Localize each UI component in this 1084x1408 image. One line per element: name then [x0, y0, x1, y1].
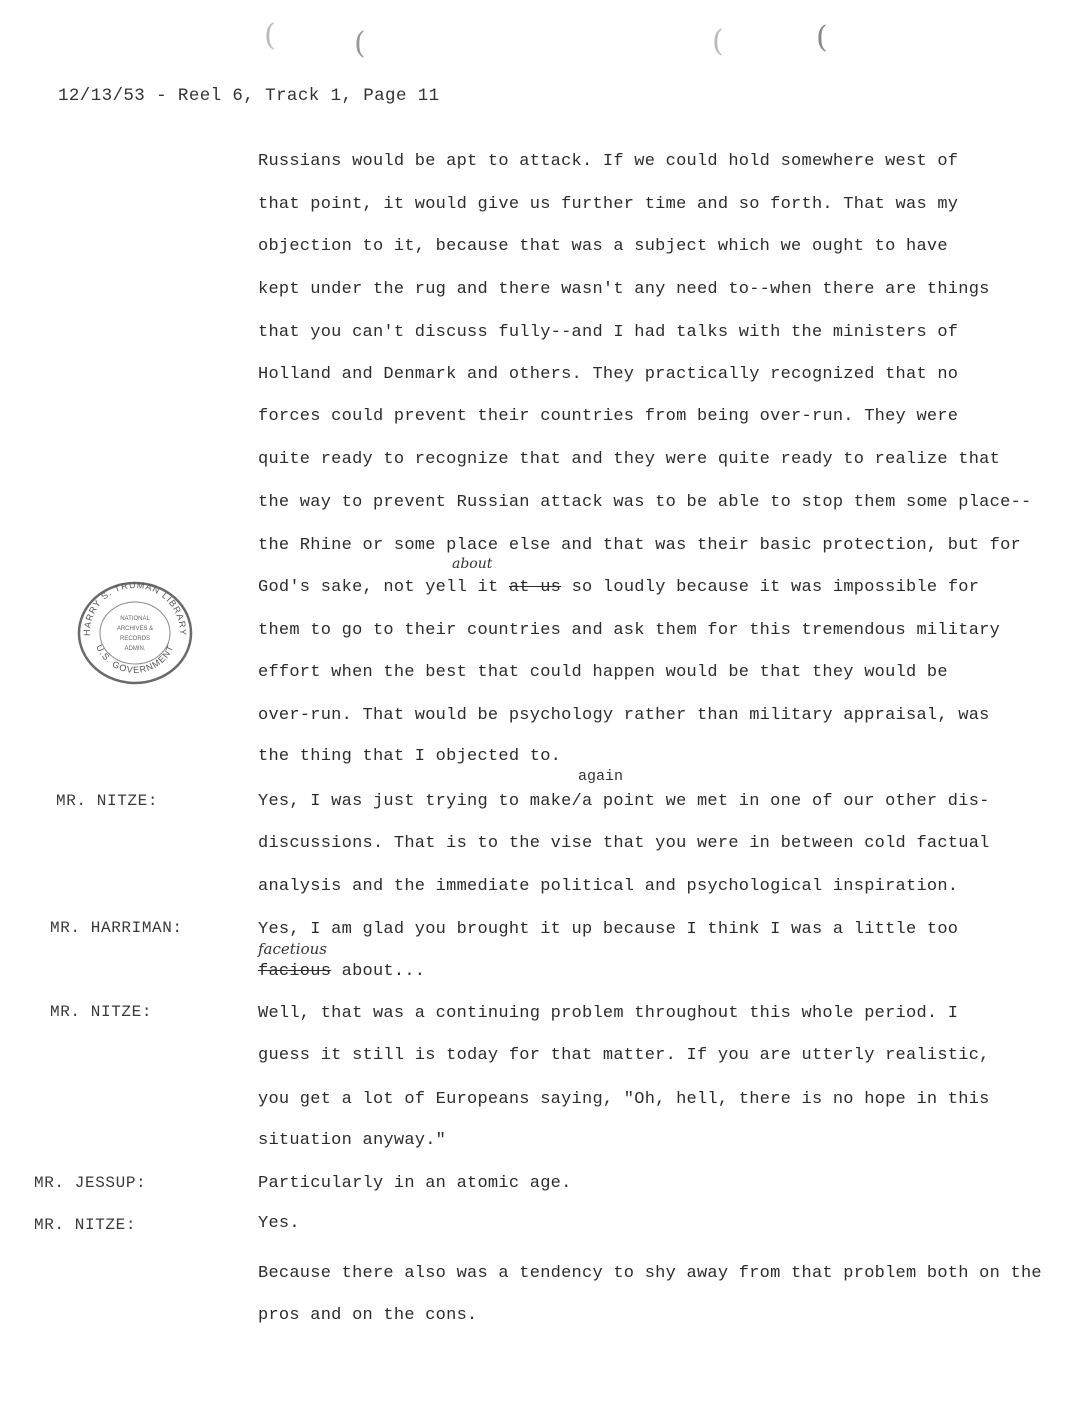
transcript-line: analysis and the immediate political and psychological inspiration. — [258, 877, 959, 896]
transcript-line: objection to it, because that was a subject which we ought to have — [258, 237, 948, 256]
hole-punch-mark: ( — [354, 26, 366, 61]
transcript-line: the Rhine or some place else and that was their basic protection, but for — [258, 536, 1021, 555]
page-header: 12/13/53 - Reel 6, Track 1, Page 11 — [58, 86, 440, 106]
transcript-line: Yes. — [258, 1214, 300, 1233]
transcript-line: Well, that was a continuing problem throughout this whole period. I — [258, 1004, 959, 1023]
transcript-line: effort when the best that could happen would be that they would be — [258, 663, 948, 682]
transcript-line: situation anyway." — [258, 1131, 447, 1150]
text-segment: so loudly because it was impossible for — [561, 578, 980, 597]
stamp-center-line: RECORDS — [119, 636, 151, 642]
transcript-line: Yes, I am glad you brought it up because I think I was a little too — [258, 920, 959, 939]
speaker-label: MR. JESSUP: — [34, 1174, 147, 1192]
struck-text: facious — [258, 962, 332, 981]
text-segment: it — [467, 578, 509, 597]
transcript-line: kept under the rug and there wasn't any need to--when there are things — [258, 280, 990, 299]
transcript-line: Particularly in an atomic age. — [258, 1174, 572, 1193]
transcript-line: them to go to their countries and ask them for this tremendous military — [258, 621, 1001, 640]
transcript-line-edited — [258, 962, 425, 981]
transcript-line: guess it still is today for that matter. If you are utterly realistic, — [258, 1046, 990, 1065]
transcript-line: the way to prevent Russian attack was to be able to stop them some place-- — [258, 493, 1032, 512]
speaker-label: MR. NITZE: — [34, 1216, 137, 1234]
stamp-top-text: HARRY S. TRUMAN LIBRARY — [81, 580, 189, 637]
stamp-center-line: NATIONAL — [120, 616, 150, 622]
transcript-line: Because there also was a tendency to shy away from that problem both on the — [258, 1264, 1042, 1283]
stamp-bottom-text: U.S. GOVERNMENT — [94, 643, 176, 675]
speaker-label: MR. HARRIMAN: — [50, 919, 183, 937]
transcript-line: that point, it would give us further time and so forth. That was my — [258, 195, 959, 214]
typed-insert-again: again — [578, 768, 624, 785]
transcript-line: Yes, I was just trying to make/a point we met in one of our other dis- — [258, 792, 990, 811]
handwritten-insert-about: about — [452, 556, 493, 572]
text-segment: about... — [331, 962, 426, 981]
transcript-line: you get a lot of Europeans saying, "Oh, hell, there is no hope in this — [258, 1090, 990, 1109]
hole-punch-mark: ( — [264, 18, 276, 53]
transcript-line: that you can't discuss fully--and I had talks with the ministers of — [258, 323, 959, 342]
transcript-line: the thing that I objected to. — [258, 747, 562, 766]
transcript-line: over-run. That would be psychology rather than military appraisal, was — [258, 706, 990, 725]
transcript-line-edited — [258, 578, 979, 597]
archive-stamp — [76, 580, 194, 686]
struck-text: at us — [508, 578, 562, 597]
stamp-center-line: ARCHIVES & — [116, 626, 154, 632]
speaker-label: MR. NITZE: — [50, 1003, 153, 1021]
transcript-line: Russians would be apt to attack. If we could hold somewhere west of — [258, 152, 959, 171]
speaker-label: MR. NITZE: — [56, 792, 159, 810]
transcript-line: Holland and Denmark and others. They practically recognized that no — [258, 365, 959, 384]
transcript-line: discussions. That is to the vise that you were in between cold factual — [258, 834, 990, 853]
text-segment: God's sake, not yell — [258, 578, 468, 597]
handwritten-insert-facetious: facetious — [258, 940, 327, 958]
transcript-line: pros and on the cons. — [258, 1306, 478, 1325]
transcript-line: quite ready to recognize that and they were quite ready to realize that — [258, 450, 1001, 469]
transcript-line: forces could prevent their countries from being over-run. They were — [258, 407, 959, 426]
hole-punch-mark: ( — [816, 20, 828, 55]
hole-punch-mark: ( — [712, 24, 724, 59]
stamp-center-line: ADMIN. — [124, 646, 146, 652]
